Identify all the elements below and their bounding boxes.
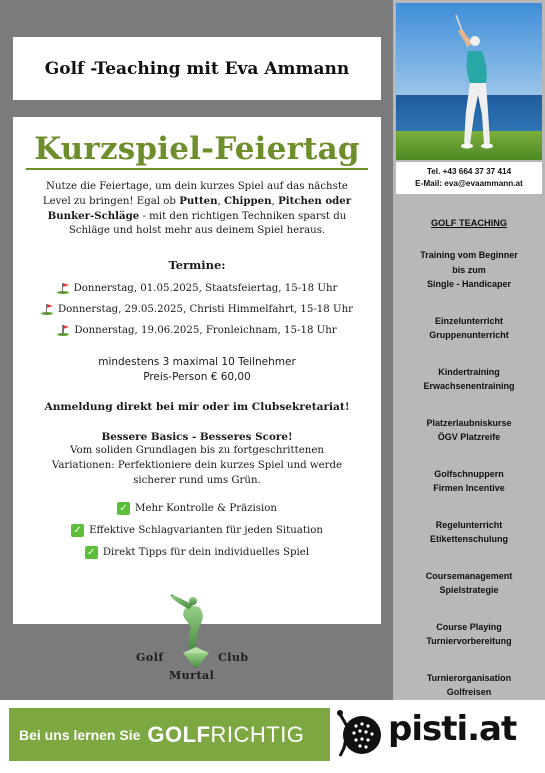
participants-info: [13, 355, 381, 385]
intro-text: [31, 180, 363, 238]
benefit-text: Mehr Kontrolle & Präzision: [135, 502, 277, 514]
contact-box: [396, 162, 542, 194]
intro-separator: ,: [217, 196, 225, 207]
services-list: [393, 218, 545, 700]
service-line: bis zum: [452, 264, 486, 275]
headline: Kurzspiel-Feiertag: [34, 131, 360, 167]
service-item: [393, 569, 545, 598]
check-mark-icon: ✓: [117, 502, 130, 515]
service-line: Golfreisen: [446, 687, 492, 697]
service-line: Einzelunterricht: [434, 315, 503, 326]
date-list: [13, 278, 381, 341]
bottom-banner: [0, 700, 545, 773]
contact-email[interactable]: E-Mail: eva@evaammann.at: [415, 179, 523, 188]
pisti-logo[interactable]: [330, 708, 535, 761]
golf-club-murtal-logo: [131, 587, 261, 687]
service-line: Course Playing: [436, 621, 502, 632]
benefit-item: [13, 497, 381, 519]
golf-richtig-banner[interactable]: [9, 708, 330, 761]
service-line: Erwachsenentraining: [423, 381, 515, 391]
flyer-content: [13, 117, 381, 624]
banner-lead-text: Bei uns lernen Sie: [19, 726, 141, 743]
benefit-item: [13, 519, 381, 541]
termine-heading: Termine:: [168, 258, 226, 272]
service-item: [393, 365, 545, 394]
intro-line-3: [31, 209, 363, 224]
pitchen-highlight: Pitchen oder: [278, 195, 352, 207]
club-logo-murtal-text: Murtal: [169, 669, 215, 682]
benefit-text: Effektive Schlagvarianten für jeden Situation: [89, 524, 323, 536]
golf-flag-icon: [41, 304, 54, 315]
banner-golf-text: GOLF: [147, 721, 211, 747]
benefit-text: Direkt Tipps für dein individuelles Spiel: [102, 546, 310, 558]
date-item: [13, 320, 381, 341]
club-logo-club-text: Club: [218, 651, 249, 664]
service-item: [393, 467, 545, 496]
date-item: [13, 278, 381, 299]
intro-text-part: Level zu bringen! Egal ob: [42, 196, 180, 207]
intro-line-2: [31, 194, 363, 209]
intro-line-4: Schläge und holst mehr aus deinem Spiel heraus.: [68, 225, 326, 236]
service-item: [393, 518, 545, 547]
date-text: Donnerstag, 29.05.2025, Christi Himmelfahrt, 15-18 Uhr: [57, 304, 354, 315]
banner-richtig-text: RICHTIG: [210, 721, 305, 747]
golf-ball-icon: [330, 708, 386, 761]
contact-phone[interactable]: Tel. +43 664 37 37 414: [426, 167, 512, 176]
service-line: Golfschnuppern: [434, 468, 504, 479]
basics-heading: Bessere Basics - Besseres Score!: [101, 431, 293, 443]
bunker-highlight: Bunker-Schläge: [47, 210, 140, 222]
date-item: [13, 299, 381, 320]
service-line: Etikettenschulung: [429, 534, 508, 544]
service-line: Gruppenunterricht: [429, 330, 509, 340]
service-line: Spielstrategie: [439, 585, 499, 595]
title-box: [13, 37, 381, 100]
service-line: Training vom Beginner: [420, 250, 518, 260]
service-line: Turniervorbereitung: [426, 636, 512, 646]
putten-highlight: Putten: [179, 195, 218, 207]
service-line: Firmen Incentive: [433, 483, 505, 493]
participant-limit: mindestens 3 maximal 10 Teilnehmer: [98, 356, 296, 368]
check-mark-icon: ✓: [71, 524, 84, 537]
page-title: Golf -Teaching mit Eva Ammann: [44, 58, 350, 79]
date-text: Donnerstag, 19.06.2025, Fronleichnam, 15-18 Uhr: [74, 325, 337, 336]
basics-line: sicherer rund ums Grün.: [133, 475, 261, 486]
intro-separator: ,: [271, 196, 279, 207]
basics-text: [35, 443, 359, 488]
services-heading: GOLF TEACHING: [430, 218, 508, 228]
price: Preis-Person € 60,00: [143, 371, 251, 383]
golf-flag-icon: [57, 325, 70, 336]
service-line: Turnierorganisation: [426, 672, 512, 683]
headline-underline: [26, 168, 368, 170]
club-logo-golf-text: Golf: [136, 651, 164, 664]
service-line: Kindertraining: [438, 366, 500, 377]
benefit-list: [13, 497, 381, 563]
intro-text-part: - mit den richtigen Techniken sparst du: [139, 211, 347, 222]
date-text: Donnerstag, 01.05.2025, Staatsfeiertag, 15-18 Uhr: [73, 283, 338, 294]
benefit-item: [13, 541, 381, 563]
service-line: Single - Handicaper: [426, 279, 512, 289]
service-item: [393, 416, 545, 445]
check-mark-icon: ✓: [85, 546, 98, 559]
service-item: [393, 620, 545, 649]
golfer-photo: [396, 3, 542, 160]
service-line: Regelunterricht: [435, 519, 503, 530]
service-item: [393, 314, 545, 343]
service-line: ÖGV Platzreife: [437, 432, 501, 442]
pisti-text: pisti.at: [388, 709, 517, 749]
service-line: Coursemanagement: [425, 570, 513, 581]
registration-note: Anmeldung direkt bei mir oder im Clubsekretariat!: [44, 401, 350, 413]
service-item: [393, 671, 545, 700]
chippen-highlight: Chippen: [224, 195, 272, 207]
service-item: [393, 248, 545, 292]
intro-line-1: Nutze die Feiertage, um dein kurzes Spiel auf das nächste: [46, 181, 348, 192]
basics-line: Variationen: Perfektioniere dein kurzes Spiel und werde: [51, 460, 343, 471]
service-line: Platzerlaubniskurse: [426, 417, 512, 428]
golf-flag-icon: [57, 283, 70, 294]
basics-line: Vom soliden Grundlagen bis zu fortgeschrittenen: [70, 445, 324, 456]
